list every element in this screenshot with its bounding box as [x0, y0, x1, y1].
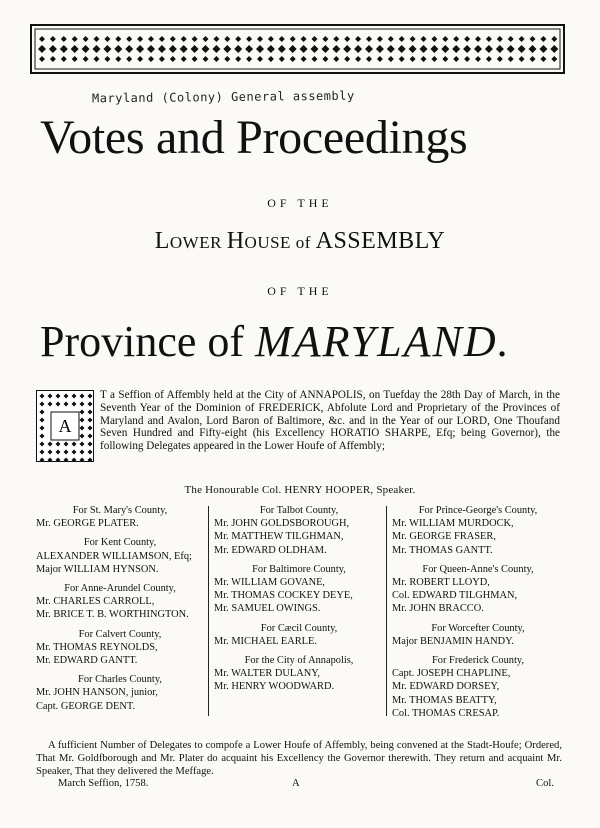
delegate-name: Col. THOMAS CRESAP.	[392, 707, 500, 719]
delegate-name: Mr. WALTER DULANY,	[214, 668, 321, 680]
delegate-name: Mr. ROBERT LLOYD,	[392, 577, 490, 589]
house-rest: OUSE	[244, 233, 291, 252]
county-heading: For Talbot County,	[259, 505, 339, 516]
footer-signature: A	[292, 778, 300, 789]
delegate-name: Mr. THOMAS COCKEY DEYE,	[214, 590, 353, 602]
delegate-name: Mr. MATTHEW TILGHMAN,	[214, 531, 344, 543]
delegate-name: Mr. THOMAS REYNOLDS,	[36, 641, 158, 653]
document-title: Votes and Proceedings	[40, 111, 468, 164]
county-heading: For Queen-Anne's County,	[422, 563, 534, 575]
decorated-initial	[36, 390, 94, 462]
initial-ornament-frame	[36, 390, 94, 462]
delegate-name: Mr. THOMAS GANTT.	[392, 544, 493, 556]
delegate-name: ALEXANDER WILLIAMSON, Efq;	[36, 550, 192, 562]
province-prefix: Province of	[40, 317, 256, 366]
county-heading: For Anne-Arundel County,	[64, 583, 176, 595]
county-heading: For Baltimore County,	[252, 563, 346, 575]
column-divider	[386, 506, 387, 716]
county-heading: For Prince-George's County,	[418, 505, 538, 516]
county-heading: For Kent County,	[83, 537, 157, 549]
delegate-name: Mr. WILLIAM GOVANE,	[214, 577, 326, 589]
initial-letter: A	[58, 416, 72, 436]
delegate-name: Mr. WILLIAM MURDOCK,	[392, 518, 514, 530]
of-the-line-2: OF THE	[267, 284, 333, 298]
county-heading: For Worcefter County,	[431, 622, 525, 634]
delegate-name: Mr. JOHN BRACCO.	[392, 603, 484, 615]
county-heading: For the City of Annapolis,	[244, 655, 354, 667]
delegate-name: Mr. EDWARD GANTT.	[36, 655, 138, 667]
delegate-name: Mr. JOHN HANSON, junior,	[36, 687, 158, 699]
delegates-column-2	[214, 504, 384, 694]
intro-paragraph: T a Seffion of Affembly held at the City of ANNAPOLIS, on Tuefday the 28th Day of March, in the Seventh Year of the Dominion of FREDERICK, Abfolute Lord and Proprietary of the Provinces of Maryland and Avalon, Lord Baron of Baltimore, &c. and in the Year of our LORD, One Thoufand Seven Hundred and Fifty-eight (his Excellency HORATIO SHARPE, Efq; being Governor), the following Delegates appeared in the Lower Houfe of Affembly;	[100, 389, 560, 453]
delegate-name: Mr. HENRY WOODWARD.	[214, 681, 335, 693]
delegate-name: Mr. THOMAS BEATTY,	[392, 694, 497, 706]
speaker-line: The Honourable Col. HENRY HOOPER, Speaker.	[184, 484, 416, 496]
closing-paragraph	[36, 740, 562, 778]
handwritten-catalog-note: Maryland (Colony) General assembly	[91, 88, 355, 106]
delegate-name: Col. EDWARD TILGHMAN,	[392, 590, 518, 602]
delegate-name: Mr. EDWARD DORSEY,	[392, 681, 500, 693]
county-heading: For St. Mary's County,	[72, 505, 168, 516]
delegates-column-1	[36, 504, 204, 713]
assembly-word: ASSEMBLY	[315, 228, 446, 254]
delegate-name: Major BENJAMIN HANDY.	[392, 635, 514, 647]
delegate-name: Mr. SAMUEL OWINGS.	[214, 603, 321, 615]
delegates-column-3	[392, 504, 564, 720]
delegate-name: Mr. GEORGE FRASER,	[392, 531, 496, 543]
delegate-name: Major WILLIAM HYNSON.	[36, 563, 159, 575]
delegate-name: Mr. EDWARD OLDHAM.	[214, 544, 327, 556]
delegate-name: Mr. CHARLES CARROLL,	[36, 596, 155, 608]
delegate-name: Mr. MICHAEL EARLE.	[214, 635, 317, 647]
decorative-border-ornament	[30, 24, 565, 74]
county-heading: For Charles County,	[78, 674, 162, 686]
of-word: of	[290, 233, 316, 252]
lower-rest: OWER	[169, 233, 227, 252]
county-heading: For Cæcil County,	[260, 622, 338, 634]
lower-house-heading	[0, 228, 600, 255]
delegate-name: Capt. GEORGE DENT.	[36, 700, 136, 712]
county-heading: For Calvert County,	[78, 628, 162, 640]
county-heading: For Frederick County,	[432, 655, 524, 667]
closing-text: A fufficient Number of Delegates to compofe a Lower Houfe of Affembly, being convened at the Stadt-Houfe; Ordered, That Mr. Goldfborough and Mr. Plater do acquaint his Excellency the Governor therewith. They return and acquaint Mr. Speaker, That they delivered the Meffage.	[36, 740, 562, 777]
house-initial: H	[226, 228, 245, 254]
of-the-line-1: OF THE	[267, 196, 333, 210]
delegate-name: Capt. JOSEPH CHAPLINE,	[392, 668, 511, 680]
column-divider	[208, 506, 209, 716]
lower-initial: L	[154, 228, 170, 254]
delegate-name: Mr. GEORGE PLATER.	[36, 518, 139, 530]
footer-session: March Seffion, 1758.	[58, 778, 149, 789]
province-heading	[40, 318, 511, 366]
delegate-name: Mr. JOHN GOLDSBOROUGH,	[214, 518, 350, 530]
province-name: MARYLAND.	[255, 317, 511, 366]
delegate-name: Mr. BRICE T. B. WORTHINGTON.	[36, 609, 189, 621]
footer-catchword: Col.	[536, 778, 554, 789]
